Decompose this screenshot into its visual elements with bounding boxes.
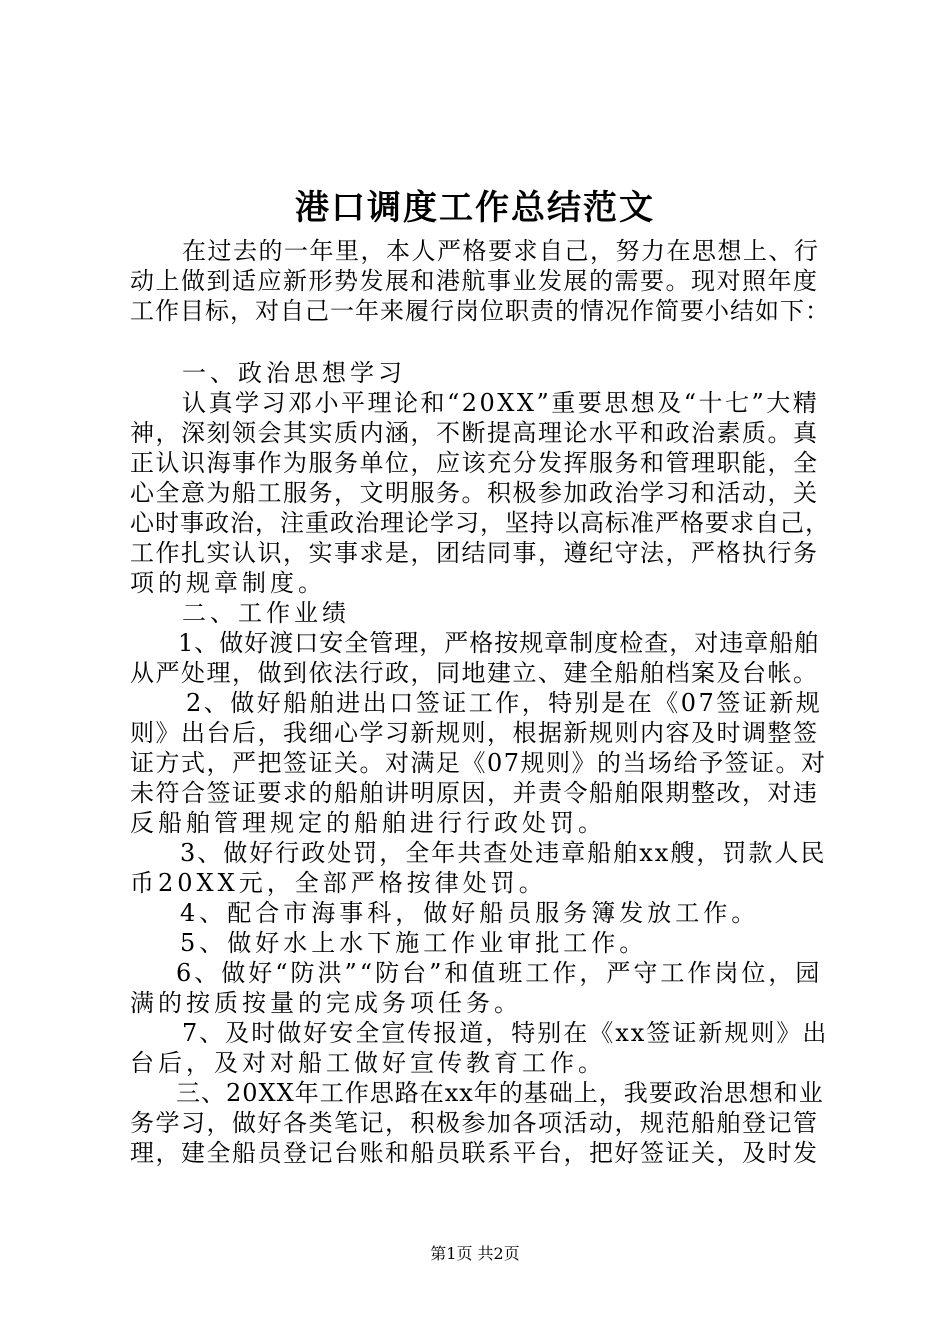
body-line: 4、配合市海事科，做好船员服务簿发放工作。 [180, 899, 760, 927]
body-line: 心全意为船工服务，文明服务。积极参加政治学习和活动，关 [130, 479, 819, 507]
section-heading: 三、20XX年工作思路在xx年的基础上，我要政治思想和业 [176, 1079, 824, 1107]
page-number-footer: 第1页 共2页 [430, 1244, 520, 1263]
body-line: 币20XX元，全部严格按律处罚。 [130, 869, 547, 897]
body-line: 2、做好船舶进出口签证工作，特别是在《07签证新规 [186, 689, 823, 717]
body-line: 项的规章制度。 [130, 569, 326, 597]
body-line: 理，建全船员登记台账和船员联系平台，把好签证关，及时发 [130, 1139, 819, 1167]
body-line: 6、做好“防洪”“防台”和值班工作，严守工作岗位，园 [176, 959, 823, 987]
body-line: 台后，及对对船工做好宣传教育工作。 [130, 1049, 606, 1077]
body-line: 正认识海事作为服务单位，应该充分发挥服务和管理职能，全 [130, 449, 819, 477]
body-line: 工作扎实认识，实事求是，团结同事，遵纪守法，严格执行务 [130, 539, 819, 567]
body-line: 3、做好行政处罚，全年共查处违章船舶xx艘，罚款人民 [180, 839, 827, 867]
body-line: 从严处理，做到依法行政，同地建立、建全船舶档案及台帐。 [130, 659, 819, 687]
body-line: 在过去的一年里，本人严格要求自己，努力在思想上、行 [182, 237, 820, 265]
body-line: 1、做好渡口安全管理，严格按规章制度检查，对违章船舶 [178, 629, 820, 657]
body-line: 5、做好水上水下施工作业审批工作。 [180, 929, 648, 957]
body-line: 未符合签证要求的船舶讲明原因，并责令船舶限期整改，对违 [130, 779, 819, 807]
body-line: 认真学习邓小平理论和“20XX”重要思想及“十七”大精 [182, 389, 820, 417]
body-line: 心时事政治，注重政治理论学习，坚持以高标准严格要求自己， [130, 509, 830, 537]
body-line: 工作目标，对自己一年来履行岗位职责的情况作简要小结如下： [130, 297, 830, 325]
body-line: 7、及时做好安全宣传报道，特别在《xx签证新规则》出 [182, 1019, 829, 1047]
document-title: 港口调度工作总结范文 [295, 188, 655, 228]
section-heading: 二、工作业绩 [182, 599, 350, 627]
body-line: 务学习，做好各类笔记，积极参加各项活动，规范船舶登记管 [130, 1109, 819, 1137]
body-line: 反船舶管理规定的船舶进行行政处罚。 [130, 809, 606, 837]
body-line: 则》出台后，我细心学习新规则，根据新规则内容及时调整签 [130, 719, 819, 747]
body-line: 动上做到适应新形势发展和港航事业发展的需要。现对照年度 [130, 267, 819, 295]
section-heading: 一、政治思想学习 [182, 359, 406, 387]
body-line: 神，深刻领会其实质内涵，不断提高理论水平和政治素质。真 [130, 419, 819, 447]
body-line: 满的按质按量的完成务项任务。 [130, 989, 522, 1017]
body-line: 证方式，严把签证关。对满足《07规则》的当场给予签证。对 [130, 749, 827, 777]
